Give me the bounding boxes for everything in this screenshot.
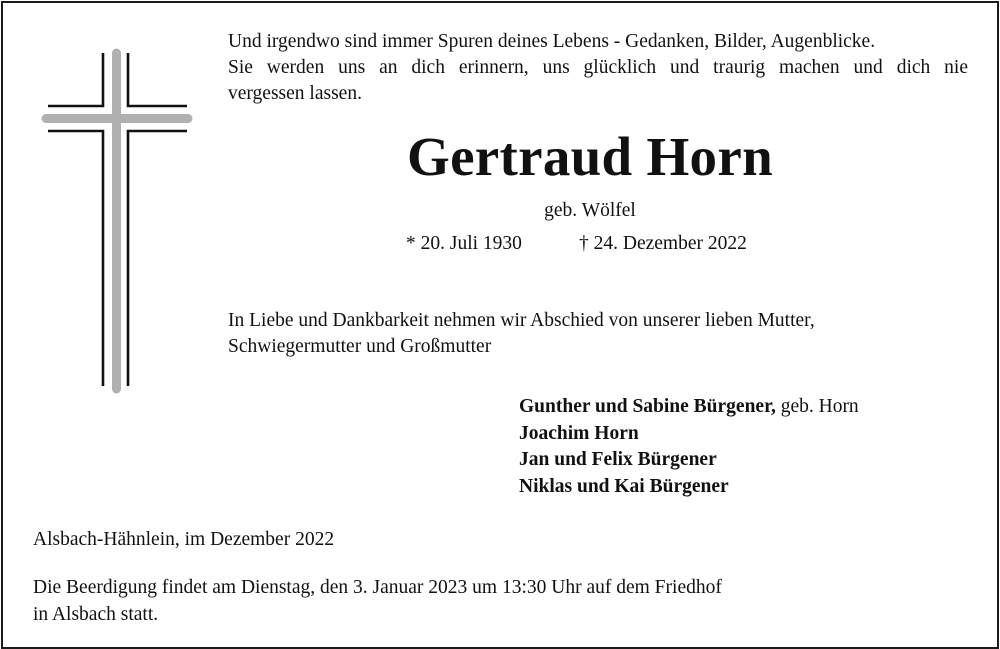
mourners-list xyxy=(519,394,859,500)
farewell-text xyxy=(228,308,815,360)
mourner-entry xyxy=(519,474,859,501)
mourner-names: Joachim Horn xyxy=(519,422,639,444)
birth-date: * 20. Juli 1930 xyxy=(406,233,522,254)
mourner-names: Gunther und Sabine Bürgener, xyxy=(519,396,776,417)
mourner-entry xyxy=(519,421,859,448)
place-and-date: Alsbach-Hähnlein, im Dezember 2022 xyxy=(33,529,335,550)
mourner-entry xyxy=(519,447,859,474)
death-date: † 24. Dezember 2022 xyxy=(579,233,747,254)
farewell-line-2: Schwiegermutter und Großmutter xyxy=(228,336,492,357)
mourner-suffix: geb. Horn xyxy=(775,396,859,417)
mourner-entry xyxy=(519,394,859,421)
motto-line-2: Sie werden uns an dich erinnern, uns glücklich und traurig machen und dich nie xyxy=(228,57,968,78)
mourner-names: Jan und Felix Bürgener xyxy=(519,449,717,471)
farewell-line-1: In Liebe und Dankbarkeit nehmen wir Abschied von unserer lieben Mutter, xyxy=(228,310,815,331)
cross-icon xyxy=(40,45,196,397)
mourner-names: Niklas und Kai Bürgener xyxy=(519,475,729,497)
funeral-line-1: Die Beerdigung findet am Dienstag, den 3. Januar 2023 um 13:30 Uhr auf dem Friedhof xyxy=(33,577,722,598)
maiden-name: geb. Wölfel xyxy=(544,200,636,221)
motto-line-3: vergessen lassen. xyxy=(228,83,362,104)
motto-text xyxy=(228,29,968,107)
funeral-line-2: in Alsbach statt. xyxy=(33,604,159,625)
funeral-info xyxy=(33,574,722,628)
motto-line-1: Und irgendwo sind immer Spuren deines Lebens - Gedanken, Bilder, Augenblicke. xyxy=(228,31,876,52)
deceased-name: Gertraud Horn xyxy=(407,126,773,187)
